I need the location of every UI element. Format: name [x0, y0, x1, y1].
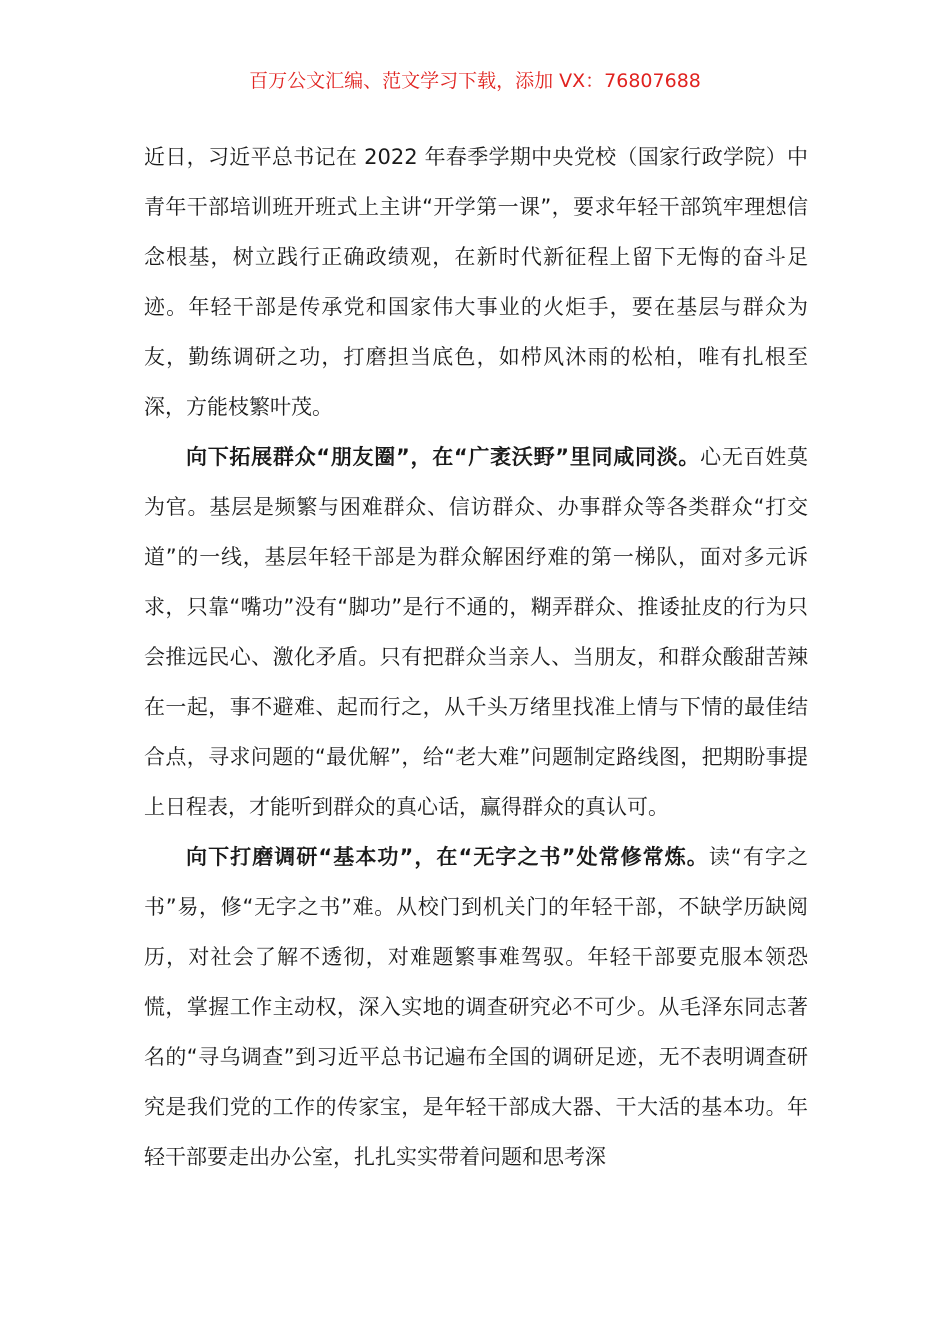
paragraph-section-1: [144, 432, 808, 832]
watermark-header: 百万公文汇编、范文学习下载，添加 VX：76807688: [249, 70, 701, 92]
paragraph-intro: [144, 132, 808, 432]
document-body: [144, 132, 808, 1182]
paragraph-body: 近日，习近平总书记在 2022 年春季学期中央党校（国家行政学院）中青年干部培训班开班式上主讲“开学第一课”，要求年轻干部筑牢理想信念根基，树立践行正确政绩观，在新时代新征程上留下无悔的奋斗足迹。年轻干部是传承党和国家伟大事业的火炬手，要在基层与群众为友，勤练调研之功，打磨担当底色，如栉风沐雨的松柏，唯有扎根至深，方能枝繁叶茂。: [144, 145, 808, 419]
paragraph-lead: 向下打磨调研“基本功”，在“无字之书”处常修常炼。: [186, 845, 709, 869]
paragraph-lead: 向下拓展群众“朋友圈”，在“广袤沃野”里同咸同淡。: [186, 445, 701, 469]
paragraph-section-2: [144, 832, 808, 1182]
paragraph-body: 读“有字之书”易，修“无字之书”难。从校门到机关门的年轻干部，不缺学历缺阅历，对社会了解不透彻，对难题繁事难驾驭。年轻干部要克服本领恐慌，掌握工作主动权，深入实地的调查研究必不可少。从毛泽东同志著名的“寻乌调查”到习近平总书记遍布全国的调研足迹，无不表明调查研究是我们党的工作的传家宝，是年轻干部成大器、干大活的基本功。年轻干部要走出办公室，扎扎实实带着问题和思考深: [144, 845, 808, 1169]
paragraph-body: 心无百姓莫为官。基层是频繁与困难群众、信访群众、办事群众等各类群众“打交道”的一线，基层年轻干部是为群众解困纾难的第一梯队，面对多元诉求，只靠“嘴功”没有“脚功”是行不通的，糊弄群众、推诿扯皮的行为只会推远民心、激化矛盾。只有把群众当亲人、当朋友，和群众酸甜苦辣在一起，事不避难、起而行之，从千头万绪里找准上情与下情的最佳结合点，寻求问题的“最优解”，给“老大难”问题制定路线图，把期盼事提上日程表，才能听到群众的真心话，赢得群众的真认可。: [144, 445, 808, 819]
